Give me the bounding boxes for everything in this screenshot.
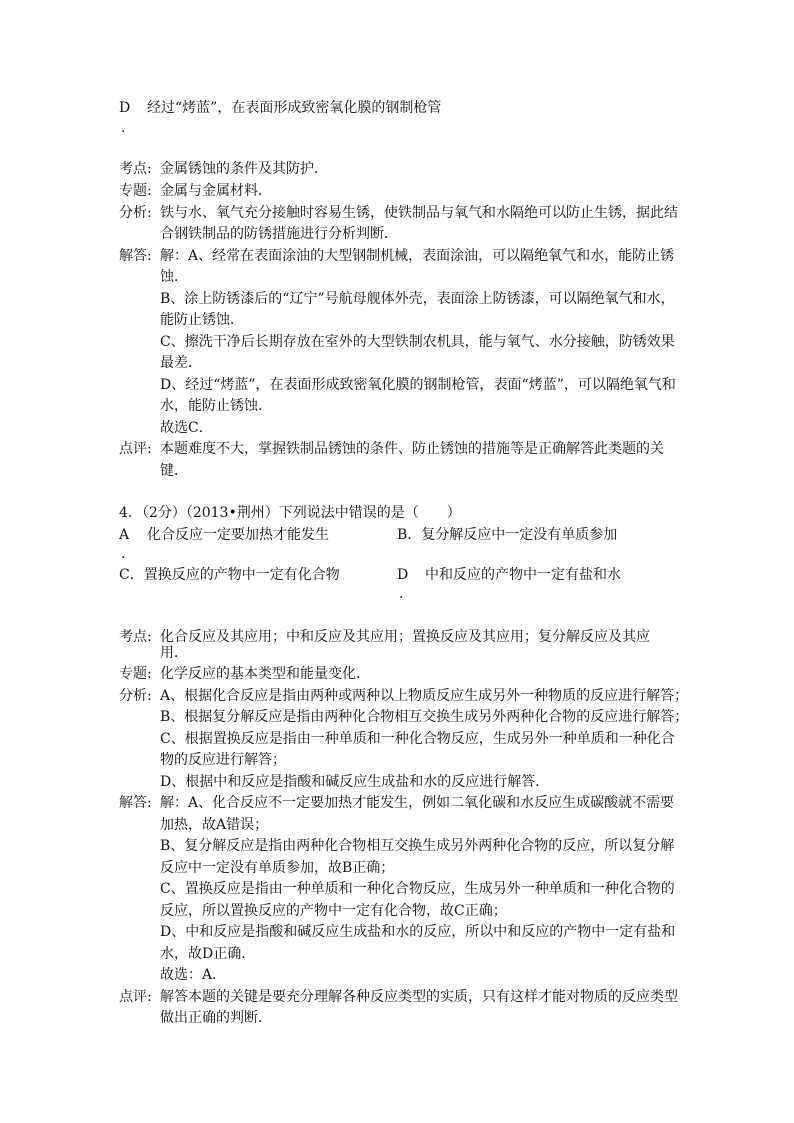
q4-jieda-line: C、置换反应是指由一种单质和一种化合物反应，生成另外一种单质和一种化合物的: [160, 881, 675, 897]
q3-jieda-line: B、涂上防锈漆后的“辽宁”号航母舰体外壳，表面涂上防锈漆，可以隔绝氧气和水，: [160, 291, 675, 307]
q4-option-d-letter: D: [397, 567, 409, 583]
q3-fenxi-label: 分析:: [119, 205, 152, 221]
q4-fenxi-line: 物的反应进行解答；: [160, 752, 286, 768]
q4-fenxi-line: B、根据复分解反应是指由两种化合物相互交换生成另外两种化合物的反应进行解答；: [160, 709, 689, 725]
q4-jieda-line: 解：A、化合反应不一定要加热才能发生，例如二氧化碳和水反应生成碳酸就不需要: [160, 795, 675, 811]
q4-zhuanti-label: 专题:: [119, 666, 152, 682]
q3-jieda-line: 蚀．: [160, 269, 188, 285]
q4-option-a-letter: A: [119, 527, 130, 543]
q4-kaodian-label: 考点:: [119, 629, 152, 645]
q3-dianping-line: 键．: [160, 463, 188, 479]
q4-option-b: B．复分解反应中一定没有单质参加: [397, 527, 618, 543]
q3-jieda-line: 水，能防止锈蚀．: [160, 398, 272, 414]
q3-jieda-line: 最差．: [160, 355, 202, 371]
q4-stem: 4．（2分）（2013•荆州）下列说法中错误的是（ ）: [119, 505, 461, 521]
q4-fenxi-line: A、根据化合反应是指由两种或两种以上物质反应生成另外一种物质的反应进行解答；: [160, 688, 689, 704]
q3-dianping-label: 点评:: [119, 441, 152, 457]
q4-fenxi-label: 分析:: [119, 688, 152, 704]
q3-option-d-dot: .: [121, 120, 126, 136]
q4-option-d-dot: .: [399, 586, 404, 602]
q3-zhuanti-label: 专题:: [119, 183, 152, 199]
q3-option-d-letter: D: [119, 100, 131, 116]
q3-fenxi-line: 铁与水、氧气充分接触时容易生锈，使铁制品与氧气和水隔绝可以防止生锈，据此结: [160, 205, 678, 221]
q3-jieda-line: C、擦洗干净后长期存放在室外的大型铁制农机具，能与氧气、水分接触，防锈效果: [160, 334, 675, 350]
q3-dianping-line: 本题难度不大，掌握铁制品锈蚀的条件、防止锈蚀的措施等是正确解答此类题的关: [160, 441, 664, 457]
q3-kaodian: 金属锈蚀的条件及其防护．: [160, 161, 328, 177]
q3-jieda-line: 故选C．: [160, 420, 213, 436]
q3-option-d-text: 经过“烤蓝”，在表面形成致密氧化膜的钢制枪管: [147, 100, 442, 116]
q4-jieda-label: 解答:: [119, 795, 152, 811]
q4-dianping-line: 做出正确的判断．: [160, 1010, 272, 1026]
q4-zhuanti: 化学反应的基本类型和能量变化．: [160, 666, 370, 682]
q4-jieda-line: 水，故D正确．: [160, 946, 256, 962]
q4-option-d: 中和反应的产物中一定有盐和水: [425, 567, 621, 583]
q3-jieda-line: 解：A、经常在表面涂油的大型钢制机械，表面涂油，可以隔绝氧气和水，能防止锈: [160, 248, 675, 264]
q3-jieda-line: D、经过“烤蓝”，在表面形成致密氧化膜的钢制枪管，表面“烤蓝”，可以隔绝氧气和: [160, 377, 676, 393]
q4-option-a-dot: .: [121, 546, 126, 562]
q3-jieda-line: 能防止锈蚀．: [160, 312, 244, 328]
q4-jieda-line: 加热，故A错误；: [160, 817, 269, 833]
q4-jieda-line: D、中和反应是指酸和碱反应生成盐和水的反应，所以中和反应的产物中一定有盐和: [160, 924, 676, 940]
q3-zhuanti: 金属与金属材料．: [160, 183, 272, 199]
q4-jieda-line: 故选：A．: [160, 967, 227, 983]
q4-dianping-label: 点评:: [119, 989, 152, 1005]
q4-dianping-line: 解答本题的关键是要充分理解各种反应类型的实质，只有这样才能对物质的反应类型: [160, 989, 678, 1005]
q4-kaodian-line: 用．: [160, 645, 188, 661]
q4-fenxi-line: D、根据中和反应是指酸和碱反应生成盐和水的反应进行解答．: [160, 774, 550, 790]
q4-option-a: 化合反应一定要加热才能发生: [147, 527, 329, 543]
q4-jieda-line: B、复分解反应是指由两种化合物相互交换生成另外两种化合物的反应，所以复分解: [160, 838, 675, 854]
q4-option-c: C．置换反应的产物中一定有化合物: [119, 567, 340, 583]
q3-jieda-label: 解答:: [119, 248, 152, 264]
q4-kaodian-line: 化合反应及其应用；中和反应及其应用；置换反应及其应用；复分解反应及其应: [160, 629, 650, 645]
q3-fenxi-line: 合钢铁制品的防锈措施进行分析判断．: [160, 226, 398, 242]
q4-jieda-line: 反应，所以置换反应的产物中一定有化合物，故C正确；: [160, 903, 507, 919]
q3-kaodian-label: 考点:: [119, 161, 152, 177]
q4-jieda-line: 反应中一定没有单质参加，故B正确；: [160, 860, 395, 876]
q4-fenxi-line: C、根据置换反应是指由一种单质和一种化合物反应，生成另外一种单质和一种化合: [160, 731, 675, 747]
